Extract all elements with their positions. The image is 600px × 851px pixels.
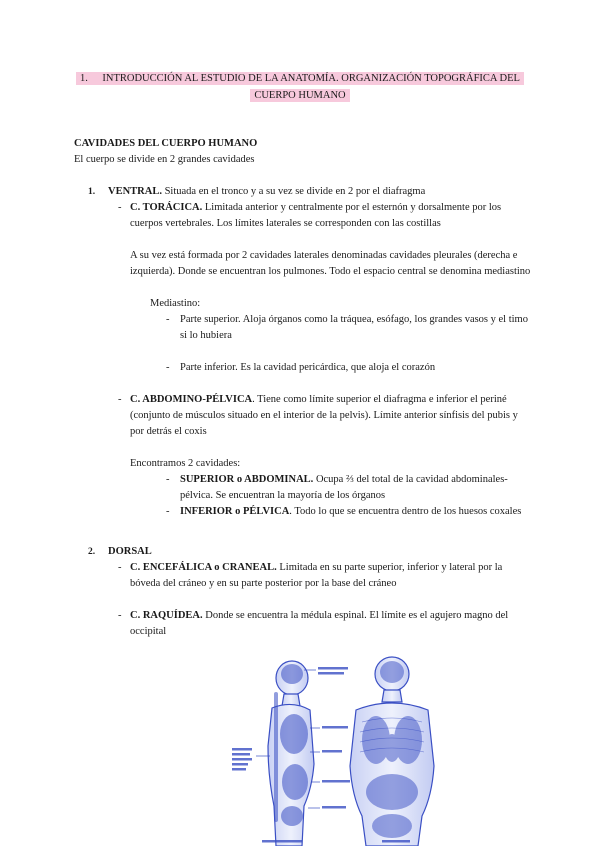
lateral-pelvic-cavity bbox=[281, 806, 303, 826]
toracica-item: - C. TORÁCICA. Limitada anterior y centralmente por el esternón y dorsalmente por los cuerpos vertebrales. Los límites laterales se corresponden con las costillas bbox=[118, 202, 502, 229]
abdominal-superior-label: SUPERIOR o ABDOMINAL. bbox=[180, 474, 314, 485]
dorsal-label: DORSAL bbox=[108, 546, 152, 557]
pelvica-inferior-text: . Todo lo que se encuentra dentro de los huesos coxales bbox=[289, 506, 522, 517]
anterior-neck bbox=[382, 690, 402, 702]
toracica-label: C. TORÁCICA. bbox=[130, 202, 203, 213]
document-title bbox=[74, 70, 526, 104]
abdomino-label: C. ABDOMINO-PÉLVICA bbox=[130, 394, 253, 405]
abdomino-text: . Tiene como límite superior el diafragma e inferior el periné (conjunto de músculos situado en el interior de la pelvis). Límite anterior sínfisis del pubis y por detrás el coxis bbox=[130, 394, 518, 437]
pelvica-inferior: - INFERIOR o PÉLVICA. Todo lo que se encuentra dentro de los huesos coxales bbox=[166, 506, 522, 517]
abdominal-superior-text: Ocupa ⅔ del total de la cavidad abdominales-pélvica. Se encuentran la mayoría de los órganos bbox=[180, 474, 508, 501]
encefalica-label: C. ENCEFÁLICA o CRANEAL. bbox=[130, 562, 277, 573]
section-heading: CAVIDADES DEL CUERPO HUMANO bbox=[74, 138, 258, 149]
title-number: 1. bbox=[80, 73, 88, 84]
anterior-pelvic-cavity bbox=[372, 814, 412, 838]
anterior-cranial-cavity bbox=[380, 661, 404, 683]
mediastino-superior: - Parte superior. Aloja órganos como la tráquea, esófago, los grandes vasos y el timo si lo hubiera bbox=[166, 314, 528, 341]
lateral-spinal-cavity bbox=[274, 692, 278, 822]
ventral-label: VENTRAL. bbox=[108, 186, 162, 197]
pelvica-inferior-label: INFERIOR o PÉLVICA bbox=[180, 506, 290, 517]
mediastino-superior-text: Parte superior. Aloja órganos como la tráquea, esófago, los grandes vasos y el timo si lo hubiera bbox=[180, 314, 528, 341]
encefalica-text: Limitada en su parte superior, inferior y lateral por la bóveda del cráneo y en su parte posterior por la base del cráneo bbox=[130, 562, 503, 589]
encontramos-text: Encontramos 2 cavidades: bbox=[130, 458, 241, 469]
mediastino-label: Mediastino: bbox=[150, 298, 201, 309]
ventral-number: 1. bbox=[88, 187, 96, 197]
body-cavities-figure bbox=[232, 656, 438, 846]
raquidea-item: - C. RAQUÍDEA. Donde se encuentra la médula espinal. El límite es el agujero magno del occipital bbox=[118, 610, 509, 637]
toracica-para2: A su vez está formada por 2 cavidades laterales denominadas cavidades pleurales (derecha e izquierda). Donde se encuentran los pulmones. Todo el espacio central se denomina mediastino bbox=[130, 250, 531, 277]
lateral-cranial-cavity bbox=[281, 664, 303, 684]
dorsal-item bbox=[74, 544, 534, 560]
document-body bbox=[74, 136, 534, 640]
dorsal-number: 2. bbox=[88, 547, 96, 557]
anterior-abdominal-cavity bbox=[366, 774, 418, 810]
toracica-text: Limitada anterior y centralmente por el esternón y dorsalmente por los cuerpos vertebrales. Los límites laterales se corresponden con las costillas bbox=[130, 202, 502, 229]
mediastino-inferior-text: Parte inferior. Es la cavidad pericárdica, que aloja el corazón bbox=[180, 362, 436, 373]
lateral-thoracic-cavity bbox=[280, 714, 308, 754]
ventral-text: Situada en el tronco y a su vez se divide en 2 por el diafragma bbox=[161, 186, 426, 197]
raquidea-label: C. RAQUÍDEA. bbox=[130, 610, 203, 621]
abdomino-item: - C. ABDOMINO-PÉLVICA. Tiene como límite superior el diafragma e inferior el periné (conjunto de músculos situado en el interior de la pelvis). Límite anterior sínfisis del pubis y por detrás el coxis bbox=[118, 394, 518, 437]
lateral-abdominal-cavity bbox=[282, 764, 308, 800]
abdominal-superior: - SUPERIOR o ABDOMINAL. Ocupa ⅔ del total de la cavidad abdominales-pélvica. Se encuentran la mayoría de los órganos bbox=[166, 474, 508, 501]
raquidea-text: Donde se encuentra la médula espinal. El límite es el agujero magno del occipital bbox=[130, 610, 509, 637]
title-text: INTRODUCCIÓN AL ESTUDIO DE LA ANATOMÍA. ORGANIZACIÓN TOPOGRÁFICA DEL CUERPO HUMANO bbox=[102, 73, 520, 101]
ventral-item bbox=[74, 184, 534, 200]
mediastino-inferior: - Parte inferior. Es la cavidad pericárdica, que aloja el corazón bbox=[166, 362, 436, 373]
section-intro: El cuerpo se divide en 2 grandes cavidades bbox=[74, 154, 255, 165]
body-cavities-illustration bbox=[232, 656, 438, 846]
encefalica-item: - C. ENCEFÁLICA o CRANEAL. Limitada en su parte superior, inferior y lateral por la bóveda del cráneo y en su parte posterior por la base del cráneo bbox=[118, 562, 503, 589]
